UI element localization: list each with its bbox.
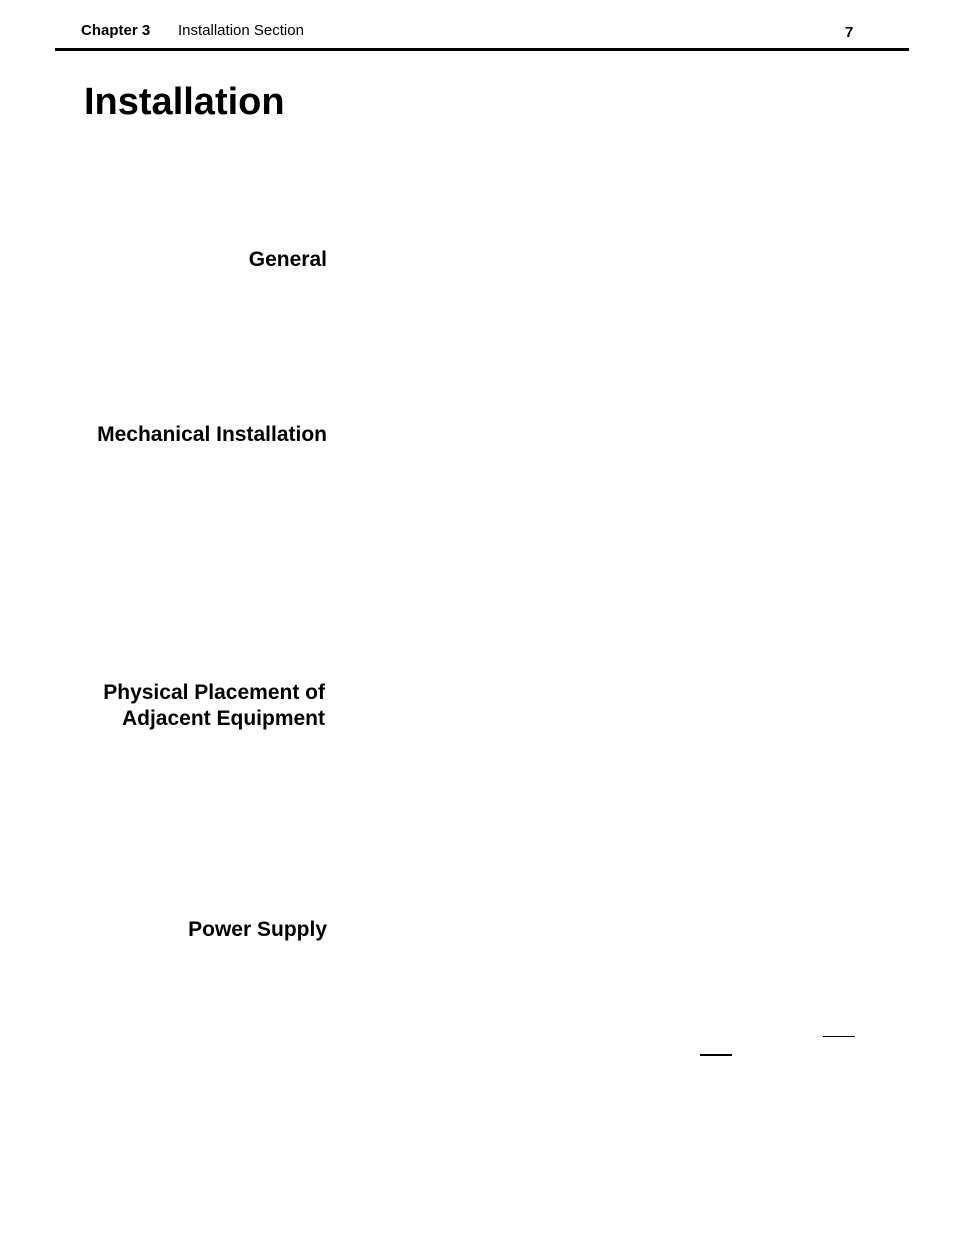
chapter-label: Chapter 3: [81, 22, 151, 39]
overline-mark: [700, 1054, 732, 1056]
section-label: Installation Section: [178, 22, 304, 39]
heading-physical-placement-line-1: Physical Placement of: [103, 681, 325, 704]
heading-physical-placement-line-2: Adjacent Equipment: [121, 707, 325, 730]
page-number: 7: [845, 24, 854, 41]
page-title: Installation: [84, 81, 285, 123]
heading-physical-placement: [103, 680, 325, 732]
overline-mark: [823, 1036, 855, 1037]
heading-mechanical-installation: Mechanical Installation: [97, 423, 327, 446]
heading-power-supply: Power Supply: [188, 918, 327, 941]
header-rule: [55, 48, 909, 51]
heading-general: General: [248, 248, 327, 271]
